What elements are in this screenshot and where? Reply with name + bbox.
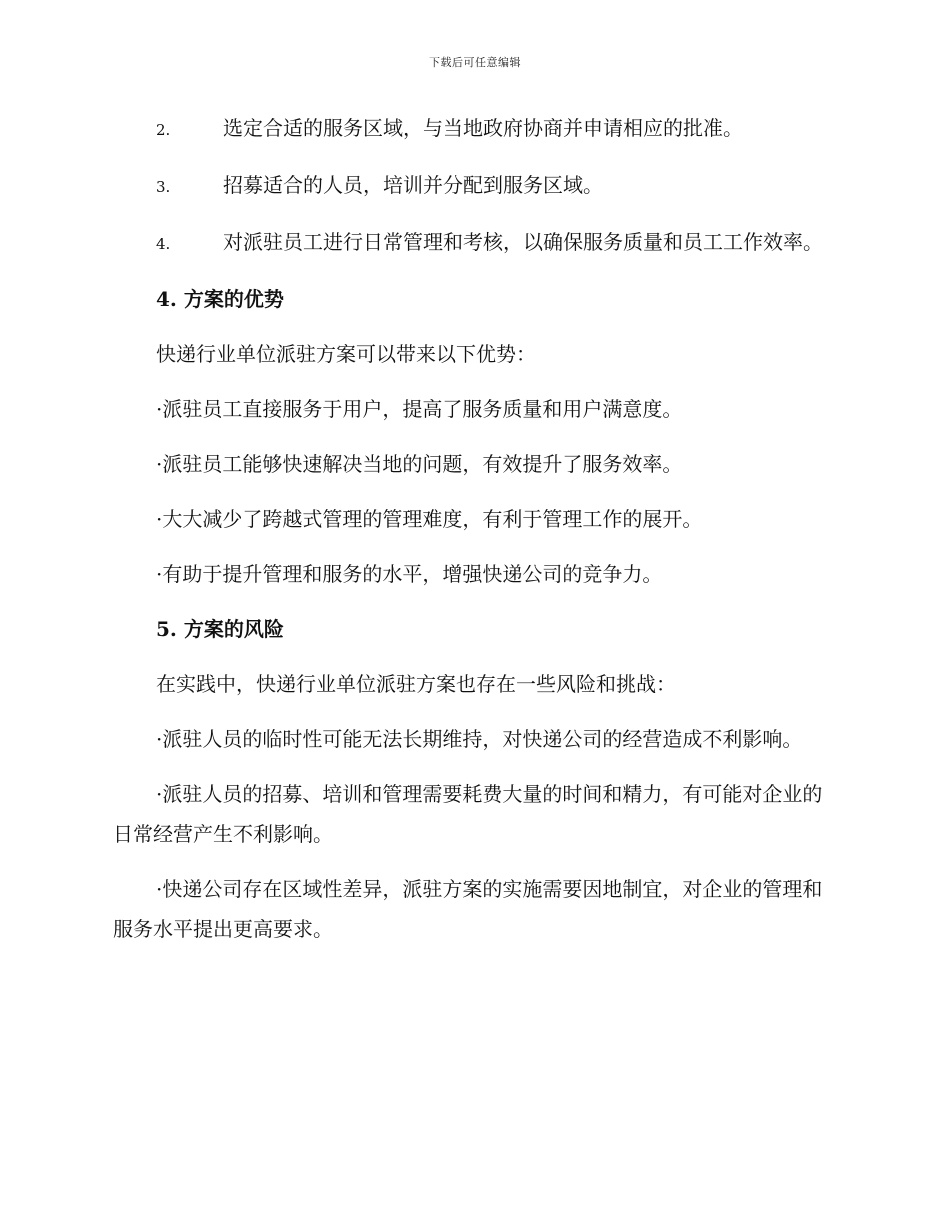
bullet-dot: · bbox=[156, 782, 163, 806]
step-number: 3. bbox=[156, 178, 171, 196]
section-4-heading: 4. 方案的优势 bbox=[156, 287, 284, 311]
step-text: 招募适合的人员，培训并分配到服务区域。 bbox=[223, 173, 603, 197]
bullet-item bbox=[113, 499, 838, 539]
section-5-heading: 5. 方案的风险 bbox=[156, 617, 284, 641]
step-text: 对派驻员工进行日常管理和考核，以确保服务质量和员工工作效率。 bbox=[223, 230, 823, 254]
numbered-step bbox=[113, 165, 838, 207]
bullet-item bbox=[113, 554, 838, 594]
bullet-text: 派驻员工能够快速解决当地的问题，有效提升了服务效率。 bbox=[162, 452, 683, 476]
bullet-text: 大大减少了跨越式管理的管理难度，有利于管理工作的展开。 bbox=[162, 507, 703, 531]
bullet-text: 派驻人员的招募、培训和管理需要耗费大量的时间和精力，有可能对企业的日常经营产生不利影响。 bbox=[113, 782, 823, 846]
bullet-text: 有助于提升管理和服务的水平，增强快递公司的竞争力。 bbox=[162, 562, 663, 586]
bullet-item bbox=[113, 719, 838, 759]
bullet-text: 派驻员工直接服务于用户，提高了服务质量和用户满意度。 bbox=[162, 397, 683, 421]
step-text: 选定合适的服务区域，与当地政府协商并申请相应的批准。 bbox=[223, 116, 743, 140]
bullet-item bbox=[113, 389, 838, 429]
bullet-text: 派驻人员的临时性可能无法长期维持，对快递公司的经营造成不利影响。 bbox=[162, 727, 803, 751]
bullet-dot: · bbox=[156, 397, 163, 421]
bullet-dot: · bbox=[156, 507, 163, 531]
section-5-intro: 在实践中，快递行业单位派驻方案也存在一些风险和挑战： bbox=[156, 672, 676, 696]
bullet-item bbox=[113, 869, 838, 949]
section-4-intro: 快递行业单位派驻方案可以带来以下优势： bbox=[156, 342, 536, 366]
step-number: 4. bbox=[156, 235, 171, 253]
bullet-dot: · bbox=[156, 877, 163, 901]
bullet-item bbox=[113, 444, 838, 484]
numbered-step bbox=[113, 108, 838, 150]
bullet-dot: · bbox=[156, 727, 163, 751]
numbered-step bbox=[113, 222, 838, 264]
bullet-dot: · bbox=[156, 562, 163, 586]
bullet-item bbox=[113, 774, 838, 854]
page-header: 下载后可任意编辑 bbox=[429, 56, 521, 69]
bullet-dot: · bbox=[156, 452, 163, 476]
step-number: 2. bbox=[156, 121, 171, 139]
bullet-text: 快递公司存在区域性差异，派驻方案的实施需要因地制宜，对企业的管理和服务水平提出更高要求。 bbox=[113, 877, 823, 941]
document-body bbox=[113, 108, 838, 964]
